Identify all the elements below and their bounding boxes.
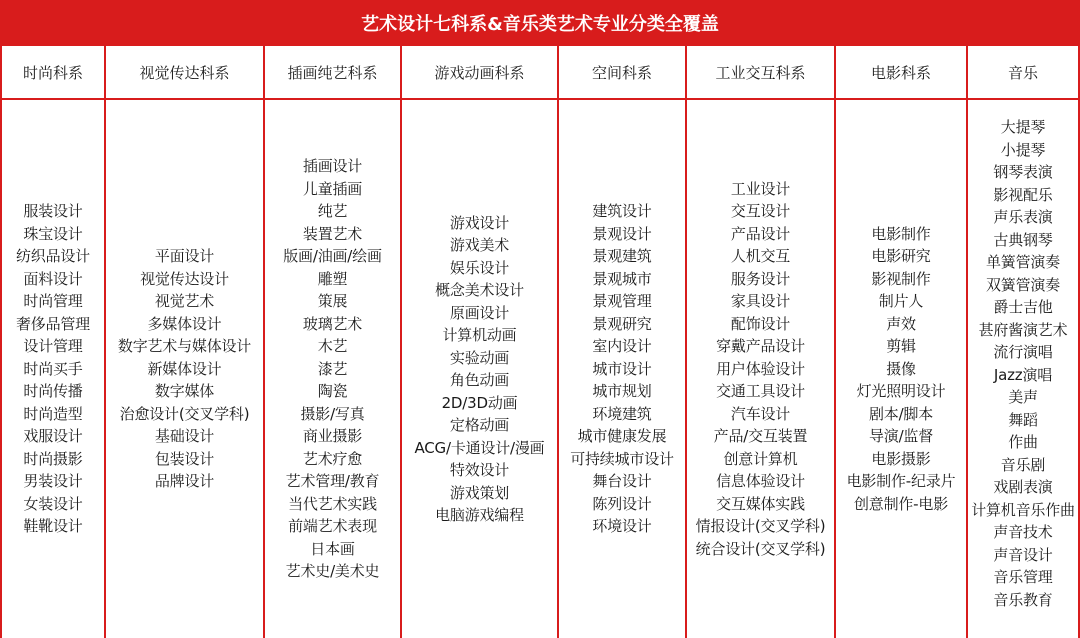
major-item: 电影研究 xyxy=(871,247,931,266)
major-item: 景观管理 xyxy=(592,292,652,311)
major-item: 交互设计 xyxy=(730,202,791,221)
major-item: 景观设计 xyxy=(592,224,652,243)
major-item: 声效 xyxy=(886,314,916,333)
major-item: 产品设计 xyxy=(730,224,791,243)
major-item: 陶瓷 xyxy=(317,382,348,401)
major-item: 统合设计(交叉学科) xyxy=(695,539,826,558)
major-item: 视觉艺术 xyxy=(154,292,215,311)
major-item: 游戏策划 xyxy=(449,483,510,502)
major-item: 戏剧表演 xyxy=(993,478,1053,496)
major-item: 声乐表演 xyxy=(993,208,1053,226)
major-item: 摄影/写真 xyxy=(300,404,365,423)
major-item: 艺术疗愈 xyxy=(302,449,363,468)
major-item: 纯艺 xyxy=(317,202,348,221)
major-item: 概念美术设计 xyxy=(435,281,524,299)
major-item: 面料设计 xyxy=(23,269,83,288)
column-cell xyxy=(2,99,105,638)
major-item: 城市健康发展 xyxy=(577,427,667,446)
major-item: ACG/卡通设计/漫画 xyxy=(414,438,545,457)
major-item: 舞台设计 xyxy=(592,472,652,491)
major-item: 制片人 xyxy=(878,292,924,311)
major-item: 情报设计(交叉学科) xyxy=(695,517,826,536)
major-item: 爵士吉他 xyxy=(993,298,1053,316)
major-item: 建筑设计 xyxy=(592,202,652,221)
major-item: 配饰设计 xyxy=(730,314,791,333)
major-item: 珠宝设计 xyxy=(23,224,83,243)
column-cell xyxy=(105,99,264,638)
major-item: 汽车设计 xyxy=(730,404,791,423)
major-item: 古典钢琴 xyxy=(993,230,1053,249)
major-item: 时尚摄影 xyxy=(23,449,83,468)
major-item: 游戏美术 xyxy=(449,236,510,254)
major-item: 信息体验设计 xyxy=(716,472,805,491)
major-item: 导演/监督 xyxy=(868,427,934,446)
major-item: 家具设计 xyxy=(730,292,791,311)
major-item: 城市设计 xyxy=(592,359,652,378)
major-item: 剪辑 xyxy=(886,337,916,356)
major-list xyxy=(2,200,104,538)
column-header: 视觉传达科系 xyxy=(105,46,264,99)
column-header: 工业交互科系 xyxy=(686,46,835,99)
major-item: 电脑游戏编程 xyxy=(435,506,524,524)
major-item: 奢侈品管理 xyxy=(15,314,90,333)
major-item: 美声 xyxy=(1008,388,1038,406)
major-list xyxy=(106,245,263,493)
major-item: 版画/油画/绘画 xyxy=(283,247,382,266)
major-item: 小提琴 xyxy=(1000,140,1046,159)
major-list xyxy=(836,223,966,516)
major-item: 灯光照明设计 xyxy=(856,382,946,401)
major-item: 环境设计 xyxy=(592,517,652,536)
column-cell xyxy=(401,99,558,638)
major-item: 陈列设计 xyxy=(592,494,652,513)
column-header: 空间科系 xyxy=(558,46,686,99)
major-item: 交通工具设计 xyxy=(716,382,805,401)
major-item: 时尚传播 xyxy=(23,382,83,401)
major-item: 环境建筑 xyxy=(592,404,652,423)
major-item: 角色动画 xyxy=(449,371,510,389)
major-item: 当代艺术实践 xyxy=(288,494,377,513)
major-item: 影视制作 xyxy=(871,269,931,288)
major-item: 电影制作 xyxy=(871,224,931,243)
major-item: 时尚造型 xyxy=(23,404,83,423)
major-item: 电影制作-纪录片 xyxy=(846,472,956,491)
major-item: 原画设计 xyxy=(449,303,510,322)
major-item: 男装设计 xyxy=(23,472,83,491)
major-item: 新媒体设计 xyxy=(147,359,222,378)
column-header: 游戏动画科系 xyxy=(401,46,558,99)
major-list xyxy=(402,212,557,527)
major-item: 服务设计 xyxy=(730,269,791,288)
major-item: 景观建筑 xyxy=(592,247,652,266)
major-item: 纺织品设计 xyxy=(15,247,90,266)
major-item: 玻璃艺术 xyxy=(302,314,363,333)
column-cell xyxy=(835,99,967,638)
major-item: 单簧管演奏 xyxy=(985,253,1060,271)
major-list xyxy=(687,178,834,561)
major-item: 数字艺术与媒体设计 xyxy=(117,337,252,356)
major-item: 音乐管理 xyxy=(993,568,1053,586)
major-item: 舞蹈 xyxy=(1008,410,1038,429)
major-item: 音乐教育 xyxy=(993,590,1053,609)
major-item: 娱乐设计 xyxy=(449,258,510,277)
major-item: 前端艺术表现 xyxy=(288,517,377,536)
major-item: 摄像 xyxy=(886,359,916,378)
major-item: 女装设计 xyxy=(23,494,83,513)
major-item: 室内设计 xyxy=(592,337,652,356)
major-item: 穿戴产品设计 xyxy=(716,337,805,356)
major-item: 时尚买手 xyxy=(23,359,83,378)
major-item: 时尚管理 xyxy=(23,292,83,311)
major-item: 作曲 xyxy=(1008,433,1038,451)
major-item: 用户体验设计 xyxy=(716,359,805,378)
page-title: 艺术设计七科系&音乐类艺术专业分类全覆盖 xyxy=(2,0,1078,46)
column-header: 时尚科系 xyxy=(2,46,105,99)
major-item: 品牌设计 xyxy=(154,472,215,491)
major-item: 计算机音乐作曲 xyxy=(971,500,1075,519)
major-item: 甚府酱演艺术 xyxy=(978,320,1068,339)
major-item: 艺术史/美术史 xyxy=(285,562,380,581)
major-item: 钢琴表演 xyxy=(993,163,1053,181)
major-item: 流行演唱 xyxy=(993,343,1053,361)
major-item: 鞋靴设计 xyxy=(23,517,83,536)
major-list xyxy=(559,200,685,538)
major-item: 电影摄影 xyxy=(871,449,931,468)
column-cell xyxy=(558,99,686,638)
major-item: 设计管理 xyxy=(23,337,83,356)
major-item: 景观城市 xyxy=(592,269,652,288)
major-item: 可持续城市设计 xyxy=(570,449,674,468)
major-item: 平面设计 xyxy=(154,247,215,266)
major-category-table xyxy=(2,46,1078,638)
column-cell xyxy=(967,99,1078,638)
major-item: 创意制作-电影 xyxy=(853,494,948,513)
major-item: 戏服设计 xyxy=(23,427,83,446)
major-item: 治愈设计(交叉学科) xyxy=(119,404,250,423)
major-item: 城市规划 xyxy=(592,382,652,401)
column-header: 电影科系 xyxy=(835,46,967,99)
major-item: Jazz演唱 xyxy=(993,365,1053,384)
major-item: 木艺 xyxy=(317,337,348,356)
column-cell xyxy=(264,99,401,638)
header-row xyxy=(2,46,1078,99)
major-item: 声音技术 xyxy=(993,523,1053,541)
major-item: 声音设计 xyxy=(993,545,1053,564)
major-item: 音乐剧 xyxy=(1000,455,1046,474)
major-item: 定格动画 xyxy=(449,416,510,434)
major-item: 实验动画 xyxy=(449,348,510,367)
major-item: 数字媒体 xyxy=(154,382,215,401)
major-item: 游戏设计 xyxy=(449,213,510,232)
major-item: 2D/3D动画 xyxy=(441,393,518,412)
major-item: 插画设计 xyxy=(302,157,363,176)
major-item: 日本画 xyxy=(310,539,355,558)
major-item: 人机交互 xyxy=(730,247,791,266)
major-item: 工业设计 xyxy=(730,179,791,198)
major-item: 交互媒体实践 xyxy=(716,494,805,513)
major-item: 雕塑 xyxy=(317,269,348,288)
major-item: 影视配乐 xyxy=(993,185,1053,204)
column-header: 音乐 xyxy=(967,46,1078,99)
major-item: 创意计算机 xyxy=(723,449,798,468)
column-header: 插画纯艺科系 xyxy=(264,46,401,99)
major-item: 基础设计 xyxy=(154,427,215,446)
major-item: 儿童插画 xyxy=(302,179,363,198)
major-item: 计算机动画 xyxy=(442,326,517,344)
content-row xyxy=(2,99,1078,638)
major-item: 大提琴 xyxy=(1000,118,1046,136)
major-item: 商业摄影 xyxy=(302,427,363,446)
major-item: 包装设计 xyxy=(154,449,215,468)
major-item: 视觉传达设计 xyxy=(140,269,229,288)
major-item: 艺术管理/教育 xyxy=(285,472,380,491)
major-item: 景观研究 xyxy=(592,314,652,333)
major-item: 多媒体设计 xyxy=(147,314,222,333)
major-item: 产品/交互装置 xyxy=(713,427,808,446)
major-list xyxy=(265,155,400,583)
major-item: 服装设计 xyxy=(23,202,83,221)
major-item: 特效设计 xyxy=(449,461,510,479)
major-list xyxy=(968,100,1078,611)
column-cell xyxy=(686,99,835,638)
major-item: 双簧管演奏 xyxy=(985,275,1060,294)
major-item: 装置艺术 xyxy=(302,224,363,243)
major-item: 漆艺 xyxy=(317,359,348,378)
major-item: 策展 xyxy=(317,292,348,311)
major-item: 剧本/脚本 xyxy=(868,404,934,423)
